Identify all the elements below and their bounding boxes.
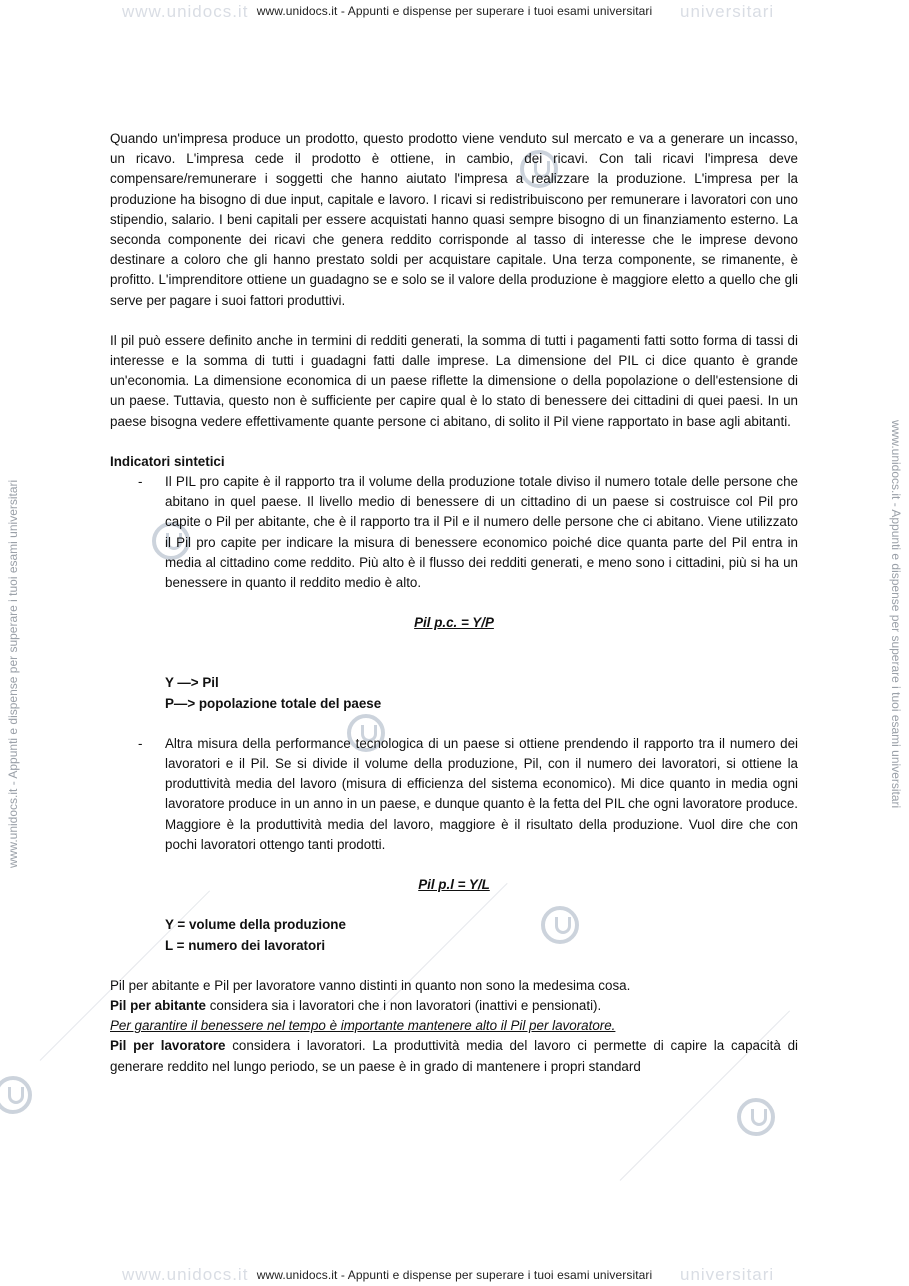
paragraph: Il pil può essere definito anche in termini di redditi generati, la somma di tutti i pagamenti fatti sotto forma di tassi di interesse e la somma di tutti i guadagni fatti dalle imprese. La dimensione del PIL ci dice quanto è grande un'economia. La dimensione economica di un paese riflette la dimensione o della popolazione o dell'estensione di un paese. Tuttavia, questo non è sufficiente per capire qual è lo stato di benessere dei cittadini di quei paesi. In un paese bisogna vedere effettivamente quante persone ci abitano, di solito il Pil viene rapportato in base agli abitanti. (110, 332, 798, 429)
bold-term: Pil per lavoratore (110, 1038, 226, 1054)
formula: Pil p.c. = Y/P (414, 615, 494, 631)
watermark-ghost-left-bottom: www.unidocs.it (122, 1265, 249, 1284)
page-header: www.unidocs.it - Appunti e dispense per superare i tuoi esami universitari (256, 4, 653, 18)
page-footer: www.unidocs.it - Appunti e dispense per superare i tuoi esami universitari (256, 1268, 653, 1282)
definition: L = numero dei lavoratori (165, 937, 326, 953)
definition: Y = volume della produzione (165, 917, 346, 933)
emphasis-line: Per garantire il benessere nel tempo è importante mantenere alto il Pil per lavoratore. (110, 1018, 616, 1034)
bold-term: Pil per abitante (110, 997, 206, 1013)
paragraph-text: considera sia i lavoratori che i non lavoratori (inattivi e pensionati). (206, 997, 602, 1013)
paragraph: Quando un'impresa produce un prodotto, questo prodotto viene venduto sul mercato e va a generare un incasso, un ricavo. L'impresa cede il prodotto è ottiene, in cambio, dei ricavi. Con tali ricavi l'impresa deve compensare/remunerare i soggetti che hanno aiutato l'impresa a realizzare la produzione. L'impresa per la produzione ha bisogno di due input, capitale e lavoro. I ricavi si redistribuiscono per remunerare i lavoratori con uno stipendio, salario. I beni capitali per essere acquistati hanno quasi sempre bisogno di un finanziamento esterno. La seconda componente dei ricavi che genera reddito corrisponde al tasso di interesse che le imprese devono destinare a coloro che gli hanno prestato soldi per acquistare capitale. Una terza componente, se rimanente, è profitto. L'imprenditore ottiene un guadagno se e solo se il valore della produzione è maggiore eletto a quello che gli serve per pagare i suoi fattori produttivi. (110, 131, 798, 308)
list-item: - Il PIL pro capite è il rapporto tra il volume della produzione totale diviso il numero totale delle persone che abitano in quel paese. Il livello medio di benessere di un cittadino di un paese si costruisce col Pil pro capite o Pil per abitante, che è il rapporto tra il Pil e il numero delle persone che ci abitano. Viene utilizzato il Pil pro capite per indicare la misura di benessere economico poiché dice quanta parte del Pil entra in media al cittadino come reddito. Più alto è il flusso dei redditi generati, e meno sono i cittadini, più si ha un benessere in quanto il reddito medio è alto. (138, 474, 798, 591)
formula: Pil p.l = Y/L (418, 877, 490, 893)
watermark-side-left: www.unidocs.it - Appunti e dispense per superare i tuoi esami universitari (6, 479, 20, 868)
definition: Y —> Pil (165, 675, 219, 691)
paragraph (110, 996, 798, 1016)
watermark-ghost-right-bottom: universitari (680, 1265, 775, 1284)
definition: P—> popolazione totale del paese (165, 695, 382, 711)
list-item: - Altra misura della performance tecnologica di un paese si ottiene prendendo il rapporto tra il numero dei lavoratori e il Pil. Se si divide il volume della produzione, Pil, con il numero dei lavoratori, si ottiene la produttività media del lavoro (misura di efficienza del sistema economico). Mi dice quanto in media ogni lavoratore produce in un anno in un paese, e dunque quanto è la fetta del PIL che ogni lavoratore produce. Maggiore è la produttività media del lavoro, maggiore è il risultato della produzione. Vuol dire che con pochi lavoratori ottengo tanti prodotti. (138, 735, 798, 852)
watermark-ghost-left: www.unidocs.it (122, 2, 249, 21)
watermark-side-right: www.unidocs.it - Appunti e dispense per superare i tuoi esami universitari (889, 420, 903, 809)
list-item-text: Il PIL pro capite è il rapporto tra il volume della produzione totale diviso il numero totale delle persone che abitano in quel paese. Il livello medio di benessere di un cittadino di un paese si costruisce col Pil pro capite o Pil per abitante, che è il rapporto tra il Pil e il numero delle persone che ci abitano. Viene utilizzato il Pil pro capite per indicare la misura di benessere economico poiché dice quanta parte del Pil entra in media al cittadino come reddito. Più alto è il flusso dei redditi generati, e meno sono i cittadini, più si ha un benessere in quanto il reddito medio è alto. (165, 474, 798, 591)
list-item-text: Altra misura della performance tecnologica di un paese si ottiene prendendo il rapporto tra il numero dei lavoratori e il Pil. Se si divide il volume della produzione, Pil, con il numero dei lavoratori, si ottiene la produttività media del lavoro (misura di efficienza del sistema economico). Mi dice quanto in media ogni lavoratore produce in un anno in un paese, e dunque quanto è la fetta del PIL che ogni lavoratore produce. Maggiore è la produttività media del lavoro, maggiore è il risultato della produzione. Vuol dire che con pochi lavoratori ottengo tanti prodotti. (165, 735, 798, 852)
document-body (110, 129, 798, 1077)
section-heading: Indicatori sintetici (110, 453, 225, 469)
paragraph: Pil per abitante e Pil per lavoratore vanno distinti in quanto non sono la medesima cosa. (110, 977, 631, 993)
paragraph (110, 1036, 798, 1076)
paragraph-text: considera i lavoratori. La produttività media del lavoro ci permette di capire la capacità di generare reddito nel lungo periodo, se un paese è in grado di mantenere i propri standard (110, 1038, 799, 1074)
watermark-logo-icon (0, 1076, 32, 1114)
watermark-ghost-right: universitari (680, 2, 775, 21)
watermark-logo-icon (737, 1098, 775, 1136)
